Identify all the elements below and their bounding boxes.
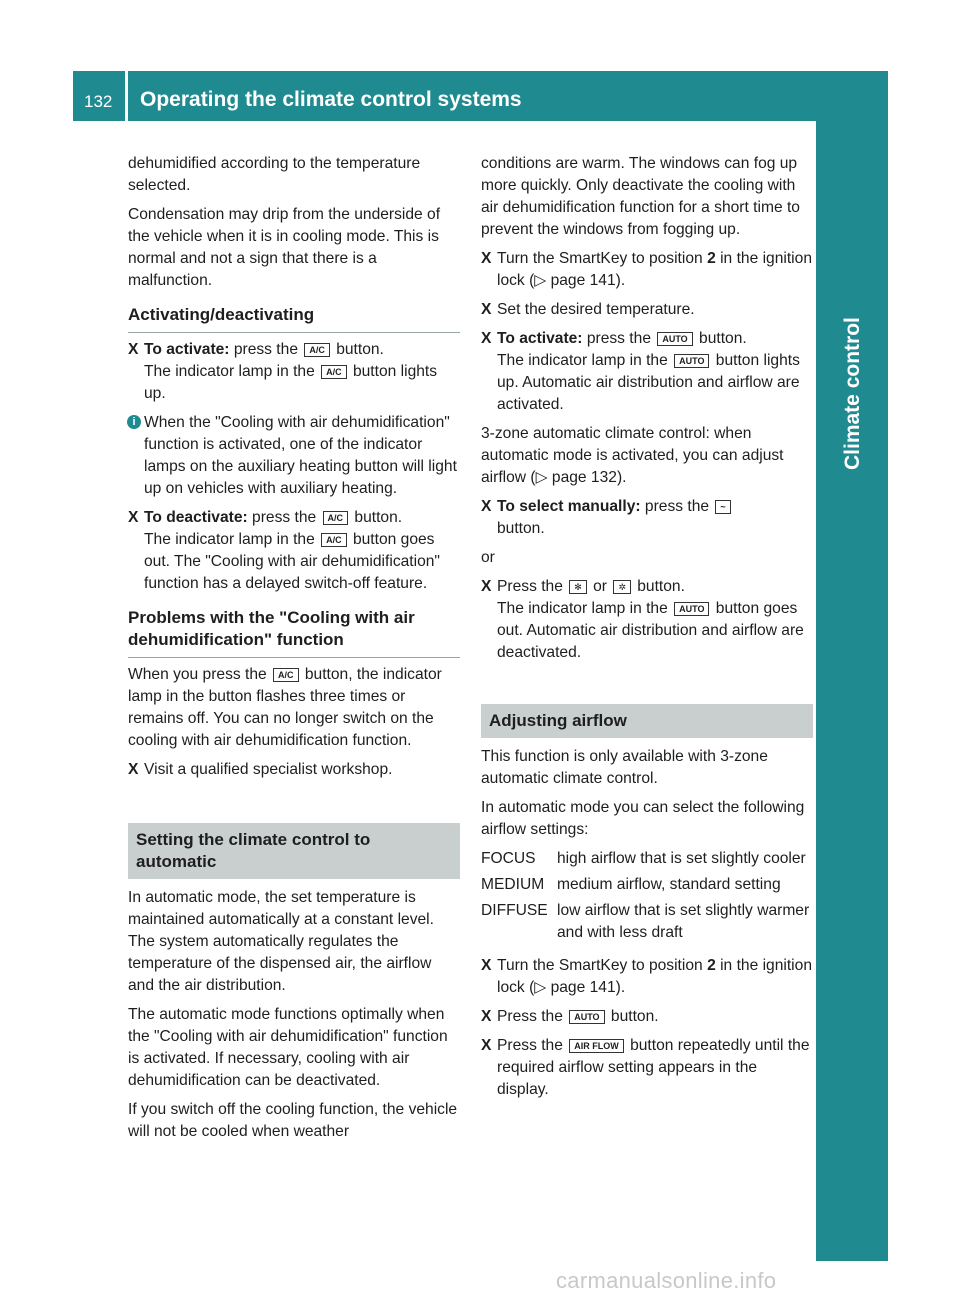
step-marker-icon: X [481, 1008, 492, 1025]
step-marker-icon: X [481, 578, 492, 595]
step-text: Press the [497, 578, 563, 595]
step-text: button. [637, 578, 685, 595]
step-text: in the ignition lock (▷ page 141). [497, 250, 812, 289]
page-title: Operating the climate control systems [140, 88, 522, 111]
step-text: Turn the SmartKey to position [497, 957, 703, 974]
fan-increase-button-icon: ✻ [569, 580, 587, 594]
info-text: When the "Cooling with air dehumidification" function is activated, one of the indicator lamps on the auxiliary heating button will light up on vehicles with auxiliary heating. [144, 414, 457, 497]
setting-description: medium airflow, standard setting [557, 876, 781, 893]
info-note [128, 412, 460, 500]
section-heading-airflow: Adjusting airflow [481, 704, 813, 738]
key-position: 2 [707, 250, 716, 267]
watermark: carmanualsonline.info [556, 1268, 777, 1293]
step-text: Press the [497, 1008, 563, 1025]
paragraph [128, 664, 460, 752]
setting-term: MEDIUM [481, 876, 545, 893]
paragraph-text: button, the indicator lamp in the button flashes three times or remains off. You can no longer switch on the cooling with air dehumidification function. [128, 666, 442, 749]
step-text: button goes out. The "Cooling with air dehumidification" function has a delayed switch-off feature. [144, 531, 440, 592]
step-marker-icon: X [481, 330, 492, 347]
step-marker-icon: X [128, 509, 139, 526]
step-marker-icon: X [481, 301, 492, 318]
airflow-button-icon: AIR FLOW [569, 1039, 624, 1053]
step-text: button. [699, 330, 747, 347]
auto-button-icon: AUTO [674, 354, 709, 368]
paragraph: In automatic mode you can select the following airflow settings: [481, 799, 805, 838]
subheading-problems: Problems with the "Cooling with air dehumidification" function [128, 607, 460, 658]
step-press-auto [481, 1006, 813, 1028]
step-text: press the [252, 509, 317, 526]
step-text: The indicator lamp in the [144, 531, 315, 548]
step-text: press the [586, 330, 651, 347]
paragraph: If you switch off the cooling function, the vehicle will not be cooled when weather [128, 1101, 458, 1140]
chapter-label: Climate control [841, 317, 864, 470]
paragraph: 3-zone automatic climate control: when automatic mode is activated, you can adjust airflow (▷ page 132). [481, 425, 784, 486]
subheading-activating: Activating/deactivating [128, 304, 460, 333]
step-visit-workshop [128, 759, 460, 781]
step-press-fan [481, 576, 813, 664]
paragraph-text: When you press the [128, 666, 267, 683]
header-divider [125, 71, 128, 121]
or-text: or [481, 549, 495, 566]
step-select-manually [481, 496, 813, 540]
step-label: To deactivate: [144, 509, 248, 526]
table-row [481, 874, 813, 900]
step-turn-smartkey-2 [481, 955, 813, 999]
step-label: To activate: [144, 341, 230, 358]
ac-button-icon: A/C [321, 365, 347, 379]
paragraph: This function is only available with 3-zone automatic climate control. [481, 748, 768, 787]
step-text: Visit a qualified specialist workshop. [144, 761, 393, 778]
step-text: in the ignition lock (▷ page 141). [497, 957, 812, 996]
step-text: button. [336, 341, 384, 358]
section-heading-automatic: Setting the climate control to automatic [128, 823, 460, 879]
paragraph: dehumidified according to the temperature selected. [128, 155, 421, 194]
setting-description: low airflow that is set slightly warmer and with less draft [557, 902, 810, 941]
step-marker-icon: X [128, 761, 139, 778]
step-label: To activate: [497, 330, 583, 347]
paragraph: conditions are warm. The windows can fog up more quickly. Only deactivate the cooling with air dehumidification function for a short time to prevent the windows from fogging up. [481, 155, 800, 238]
air-distribution-button-icon: ~ [715, 500, 730, 514]
auto-button-icon: AUTO [569, 1010, 604, 1024]
setting-term: FOCUS [481, 850, 536, 867]
left-column [128, 153, 460, 1150]
step-marker-icon: X [481, 957, 492, 974]
step-press-airflow [481, 1035, 813, 1101]
step-turn-smartkey [481, 248, 813, 292]
airflow-settings-table [481, 848, 813, 948]
step-deactivate [128, 507, 460, 595]
paragraph: Condensation may drip from the underside of the vehicle when it is in cooling mode. This is normal and not a sign that there is a malfunction. [128, 206, 441, 289]
step-marker-icon: X [481, 498, 492, 515]
table-row [481, 848, 813, 874]
step-marker-icon: X [481, 250, 492, 267]
step-marker-icon: X [481, 1037, 492, 1054]
auto-button-icon: AUTO [674, 602, 709, 616]
ac-button-icon: A/C [304, 343, 330, 357]
step-marker-icon: X [128, 341, 139, 358]
step-text: button repeatedly until the required airflow setting appears in the display. [497, 1037, 810, 1098]
step-text: button. [610, 1008, 659, 1025]
step-text: button. [354, 509, 403, 526]
paragraph: In automatic mode, the set temperature is maintained automatically at a constant level. The system automatically regulates the temperature of the dispensed air, the airflow and the air distribution. [128, 889, 434, 994]
page-number: 132 [84, 92, 113, 111]
paragraph: The automatic mode functions optimally when the "Cooling with air dehumidification" function is activated. If necessary, cooling with air dehumidification can be deactivated. [128, 1006, 448, 1089]
step-activate-auto [481, 328, 813, 416]
step-text: or [593, 578, 607, 595]
step-text: button goes out. Automatic air distribution and airflow are deactivated. [497, 600, 804, 661]
step-text: The indicator lamp in the [144, 363, 315, 380]
step-text: press the [233, 341, 298, 358]
table-row [481, 900, 813, 948]
step-text: button lights up. [144, 363, 438, 402]
step-text: Turn the SmartKey to position [497, 250, 703, 267]
fan-decrease-button-icon: ✲ [613, 580, 631, 594]
info-icon: i [127, 415, 141, 429]
step-label: To select manually: [497, 498, 641, 515]
right-column [481, 153, 813, 1108]
setting-term: DIFFUSE [481, 902, 548, 919]
step-text: button. [497, 520, 545, 537]
step-text: The indicator lamp in the [497, 352, 668, 369]
auto-button-icon: AUTO [657, 332, 692, 346]
step-activate [128, 339, 460, 405]
step-set-temperature [481, 299, 813, 321]
ac-button-icon: A/C [273, 668, 299, 682]
step-text: button lights up. Automatic air distribution and airflow are activated. [497, 352, 800, 413]
side-tab-bar [816, 121, 888, 1261]
ac-button-icon: A/C [323, 511, 349, 525]
step-text: The indicator lamp in the [497, 600, 668, 617]
step-text: Set the desired temperature. [497, 301, 695, 318]
step-text: Press the [497, 1037, 563, 1054]
key-position: 2 [707, 957, 716, 974]
step-text: press the [644, 498, 710, 515]
setting-description: high airflow that is set slightly cooler [557, 850, 806, 867]
ac-button-icon: A/C [321, 533, 347, 547]
